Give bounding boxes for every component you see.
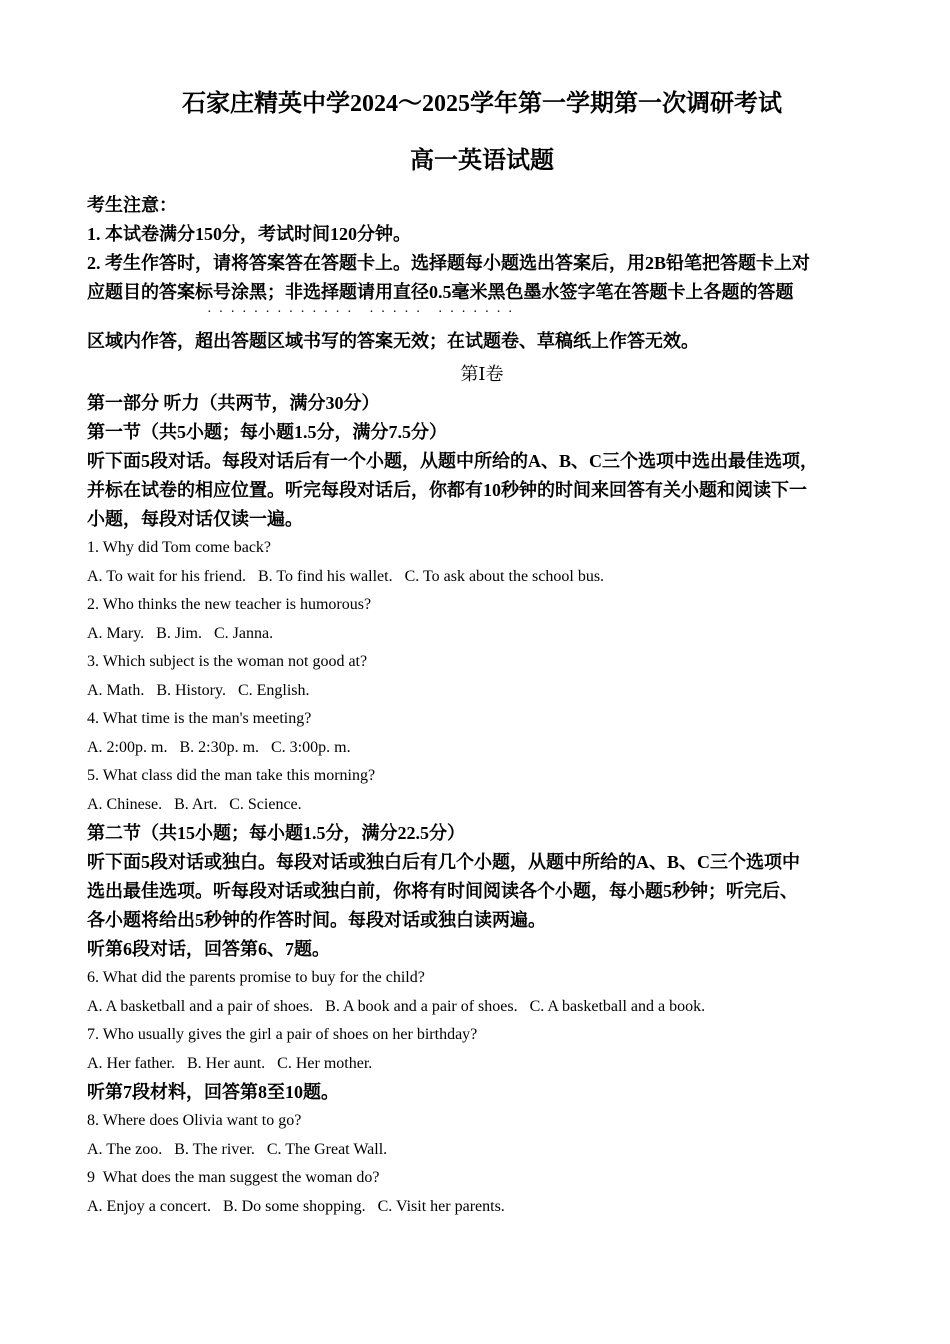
notice-heading: 考生注意： <box>87 195 177 215</box>
group-6-heading: 听第6段对话，回答第6、7题。 <box>87 939 330 959</box>
question-4-options: A. 2:00p. m. B. 2:30p. m. C. 3:00p. m. <box>87 738 351 756</box>
question-1-options: A. To wait for his friend. B. To find his wallet. C. To ask about the school bus. <box>87 567 605 585</box>
section2-heading: 第二节（共15小题；每小题1.5分，满分22.5分） <box>87 823 465 843</box>
question-3-options: A. Math. B. History. C. English. <box>87 681 310 699</box>
section2-instruction-1: 听下面5段对话或独白。每段对话或独白后有几个小题，从题中所给的A、B、C三个选项中 <box>87 852 800 872</box>
section1-instruction-1: 听下面5段对话。每段对话后有一个小题，从题中所给的A、B、C三个选项中选出最佳选项， <box>87 451 818 471</box>
question-5-options: A. Chinese. B. Art. C. Science. <box>87 795 302 813</box>
question-6: 6. What did the parents promise to buy for the child? <box>87 969 425 986</box>
question-1: 1. Why did Tom come back? <box>87 539 272 556</box>
part1-heading: 第一部分 听力（共两节，满分30分） <box>87 393 380 413</box>
emphasis-dots: · · · · · · · · · · · · · · · · · · · · · · · · · <box>207 305 513 320</box>
question-3: 3. Which subject is the woman not good at? <box>87 653 368 670</box>
exam-title: 石家庄精英中学2024～2025学年第一学期第一次调研考试 <box>182 91 782 117</box>
section1-instruction-2: 并标在试卷的相应位置。听完每段对话后，你都有10秒钟的时间来回答有关小题和阅读下一 <box>87 480 807 500</box>
question-2-options: A. Mary. B. Jim. C. Janna. <box>87 624 274 642</box>
question-4: 4. What time is the man's meeting? <box>87 710 312 727</box>
notice-item-2-line-2: 应题目的答案标号涂黑；非选择题请用直径0.5毫米黑色墨水签字笔在答题卡上各题的答题 <box>87 282 794 302</box>
notice-item-2-line-1: 2. 考生作答时，请将答案答在答题卡上。选择题每小题选出答案后，用2B铅笔把答题卡上对 <box>87 253 811 273</box>
exam-page <box>87 84 877 1221</box>
question-6-options: A. A basketball and a pair of shoes. B. A book and a pair of shoes. C. A basketball and a book. <box>87 997 706 1015</box>
question-9: 9 What does the man suggest the woman do? <box>87 1169 380 1186</box>
section2-instruction-2: 选出最佳选项。听每段对话或独白前，你将有时间阅读各个小题，每小题5秒钟；听完后、 <box>87 881 798 901</box>
question-7-options: A. Her father. B. Her aunt. C. Her mother. <box>87 1054 373 1072</box>
exam-subtitle: 高一英语试题 <box>410 148 554 174</box>
question-9-options: A. Enjoy a concert. B. Do some shopping. C. Visit her parents. <box>87 1197 505 1215</box>
question-8: 8. Where does Olivia want to go? <box>87 1112 302 1129</box>
notice-item-1: 1. 本试卷满分150分，考试时间120分钟。 <box>87 224 411 244</box>
section2-instruction-3: 各小题将给出5秒钟的作答时间。每段对话或独白读两遍。 <box>87 910 546 930</box>
volume-heading: 第Ⅰ卷 <box>460 364 504 384</box>
question-2: 2. Who thinks the new teacher is humorous? <box>87 596 372 613</box>
section1-heading: 第一节（共5小题；每小题1.5分，满分7.5分） <box>87 422 447 442</box>
group-7-heading: 听第7段材料，回答第8至10题。 <box>87 1082 339 1102</box>
section1-instruction-3: 小题，每段对话仅读一遍。 <box>87 509 303 529</box>
question-8-options: A. The zoo. B. The river. C. The Great Wall. <box>87 1140 388 1158</box>
question-7: 7. Who usually gives the girl a pair of shoes on her birthday? <box>87 1026 478 1043</box>
question-5: 5. What class did the man take this morning? <box>87 767 376 784</box>
notice-item-2-line-3: 区域内作答，超出答题区域书写的答案无效；在试题卷、草稿纸上作答无效。 <box>87 331 699 351</box>
